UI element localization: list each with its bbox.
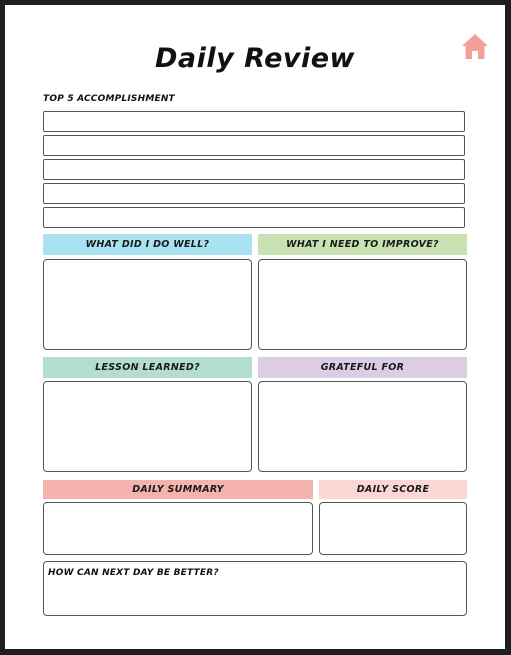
lesson-box[interactable]	[43, 381, 252, 472]
grateful-header: GRATEFUL FOR	[258, 357, 467, 378]
home-icon[interactable]	[461, 33, 489, 60]
accomplishment-label: TOP 5 ACCOMPLISHMENT	[43, 94, 175, 104]
score-header: DAILY SCORE	[319, 480, 467, 499]
accomplishment-line-1[interactable]	[43, 111, 465, 132]
summary-box[interactable]	[43, 502, 313, 555]
score-box[interactable]	[319, 502, 467, 555]
next-day-box[interactable]	[43, 561, 467, 616]
accomplishment-line-2[interactable]	[43, 135, 465, 156]
improve-box[interactable]	[258, 259, 467, 350]
lesson-header: LESSON LEARNED?	[43, 357, 252, 378]
next-day-label: HOW CAN NEXT DAY BE BETTER?	[48, 568, 219, 578]
summary-header: DAILY SUMMARY	[43, 480, 313, 499]
grateful-box[interactable]	[258, 381, 467, 472]
well-header: WHAT DID I DO WELL?	[43, 234, 252, 255]
accomplishment-line-3[interactable]	[43, 159, 465, 180]
well-box[interactable]	[43, 259, 252, 350]
accomplishment-line-5[interactable]	[43, 207, 465, 228]
planner-page	[5, 5, 505, 649]
improve-header: WHAT I NEED TO IMPROVE?	[258, 234, 467, 255]
page-title: Daily Review	[154, 43, 355, 74]
accomplishment-line-4[interactable]	[43, 183, 465, 204]
